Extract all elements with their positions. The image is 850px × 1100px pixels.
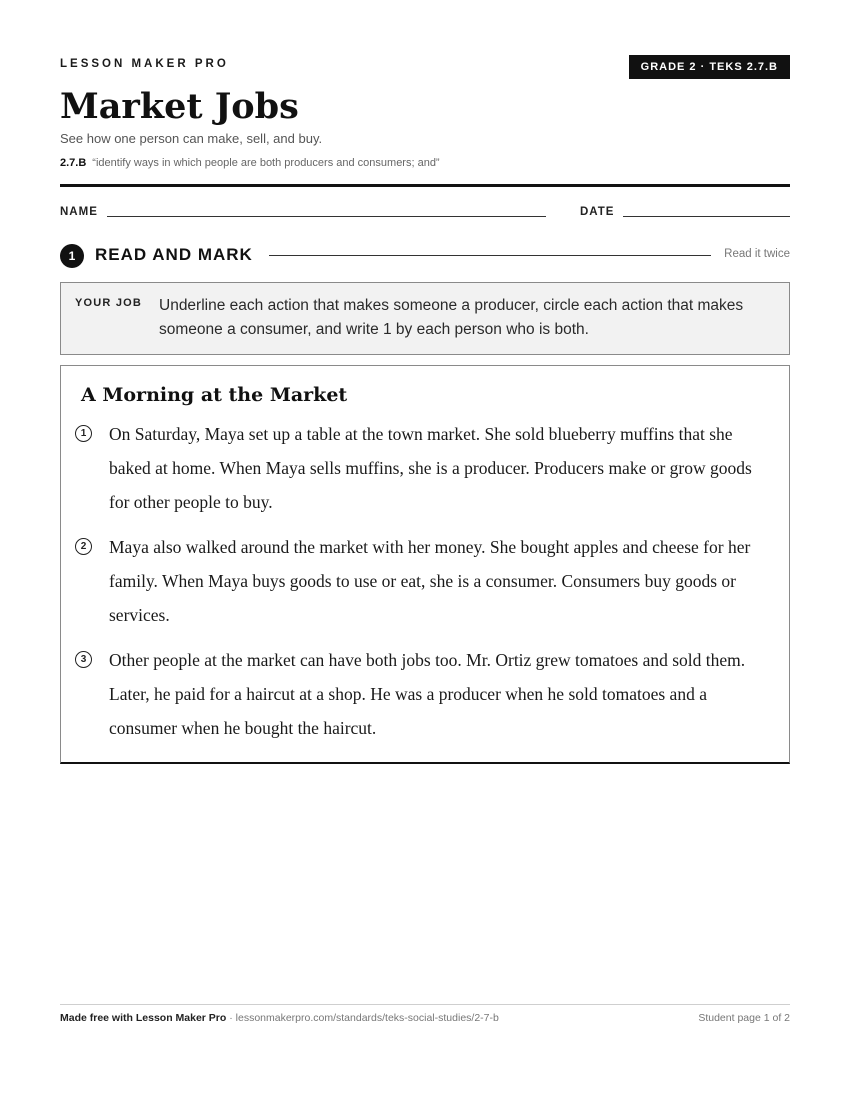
section-title: READ AND MARK [95, 245, 253, 264]
standard-line [60, 157, 440, 169]
footer-url[interactable]: · lessonmakerpro.com/standards/teks-social-studies/2-7-b [226, 1012, 499, 1024]
date-label: DATE [580, 206, 615, 218]
footer-page-number: Student page 1 of 2 [698, 1012, 790, 1024]
paragraph-text: Other people at the market can have both jobs too. Mr. Ortiz grew tomatoes and sold them. Later, he paid for a haircut at a shop. He was a producer when he sold tomatoes and a consumer when he bought the haircut. [109, 650, 746, 738]
paragraph-text: On Saturday, Maya set up a table at the town market. She sold blueberry muffins that she baked at home. When Maya sells muffins, she is a producer. Producers make or grow goods for other people to buy. [109, 424, 752, 512]
standard-text: “identify ways in which people are both producers and consumers; and” [92, 157, 440, 169]
section-number-badge: 1 [60, 244, 84, 268]
date-field[interactable] [623, 216, 790, 217]
section-hint: Read it twice [724, 248, 790, 260]
paragraph-number-icon: 1 [75, 425, 92, 442]
your-job-instructions: Underline each action that makes someone a producer, circle each action that makes someone a consumer, and write 1 by each person who is both. [159, 297, 744, 338]
worksheet-page [60, 0, 790, 1100]
passage-title: A Morning at the Market [81, 384, 348, 406]
footer-divider [60, 1004, 790, 1005]
page-subtitle: See how one person can make, sell, and buy. [60, 131, 323, 146]
passage-box [60, 365, 790, 764]
paragraph-text: Maya also walked around the market with her money. She bought apples and cheese for her family. When Maya buys goods to use or eat, she is a consumer. Consumers buy goods or services. [109, 537, 751, 625]
grade-badge: GRADE 2 · TEKS 2.7.B [629, 55, 790, 79]
page-title: Market Jobs [60, 86, 299, 127]
header-divider [60, 184, 790, 187]
paragraph-number-icon: 2 [75, 538, 92, 555]
your-job-label: YOUR JOB [75, 297, 143, 309]
name-field[interactable] [107, 216, 546, 217]
paragraph-number-icon: 3 [75, 651, 92, 668]
your-job-box [60, 282, 790, 355]
name-label: NAME [60, 206, 98, 218]
standard-code: 2.7.B [60, 157, 87, 169]
section-divider [269, 255, 711, 256]
footer-credit [60, 1012, 499, 1024]
footer-made-with: Made free with Lesson Maker Pro [60, 1012, 227, 1024]
brand-name: LESSON MAKER PRO [60, 58, 229, 70]
